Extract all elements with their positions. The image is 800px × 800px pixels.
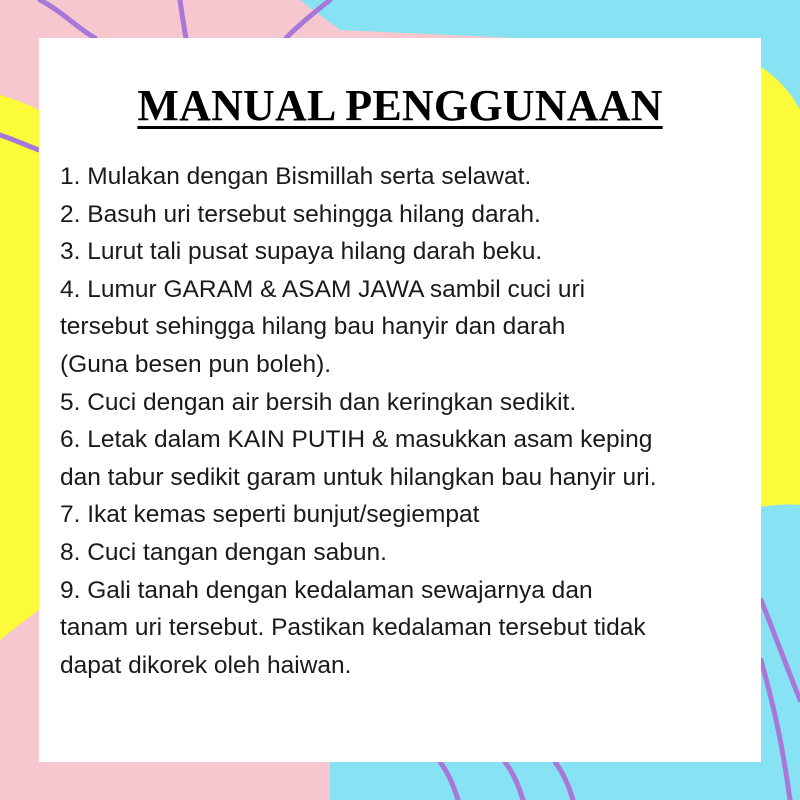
manual-title: MANUAL PENGGUNAAN <box>137 81 663 130</box>
instruction-line: tersebut sehingga hilang bau hanyir dan darah <box>60 313 566 341</box>
instruction-line: 8. Cuci tangan dengan sabun. <box>60 538 387 566</box>
instruction-line: 7. Ikat kemas seperti bunjut/segiempat <box>60 501 480 529</box>
instruction-line: 9. Gali tanah dengan kedalaman sewajarnya dan <box>60 576 593 604</box>
instruction-line: 4. Lumur GARAM & ASAM JAWA sambil cuci uri <box>60 275 586 303</box>
instruction-line: 2. Basuh uri tersebut sehingga hilang darah. <box>60 200 541 228</box>
instruction-line: (Guna besen pun boleh). <box>60 350 332 378</box>
instruction-line: dapat dikorek oleh haiwan. <box>60 651 352 679</box>
manual-card <box>39 38 761 762</box>
instruction-line: dan tabur sedikit garam untuk hilangkan bau hanyir uri. <box>60 463 657 491</box>
instruction-line: 3. Lurut tali pusat supaya hilang darah beku. <box>60 238 543 266</box>
instruction-list <box>60 158 750 684</box>
instruction-line: tanam uri tersebut. Pastikan kedalaman tersebut tidak <box>60 614 646 642</box>
instruction-line: 1. Mulakan dengan Bismillah serta selawat. <box>60 163 532 190</box>
instruction-line: 6. Letak dalam KAIN PUTIH & masukkan asam keping <box>60 426 653 454</box>
instruction-line: 5. Cuci dengan air bersih dan keringkan sedikit. <box>60 388 577 416</box>
